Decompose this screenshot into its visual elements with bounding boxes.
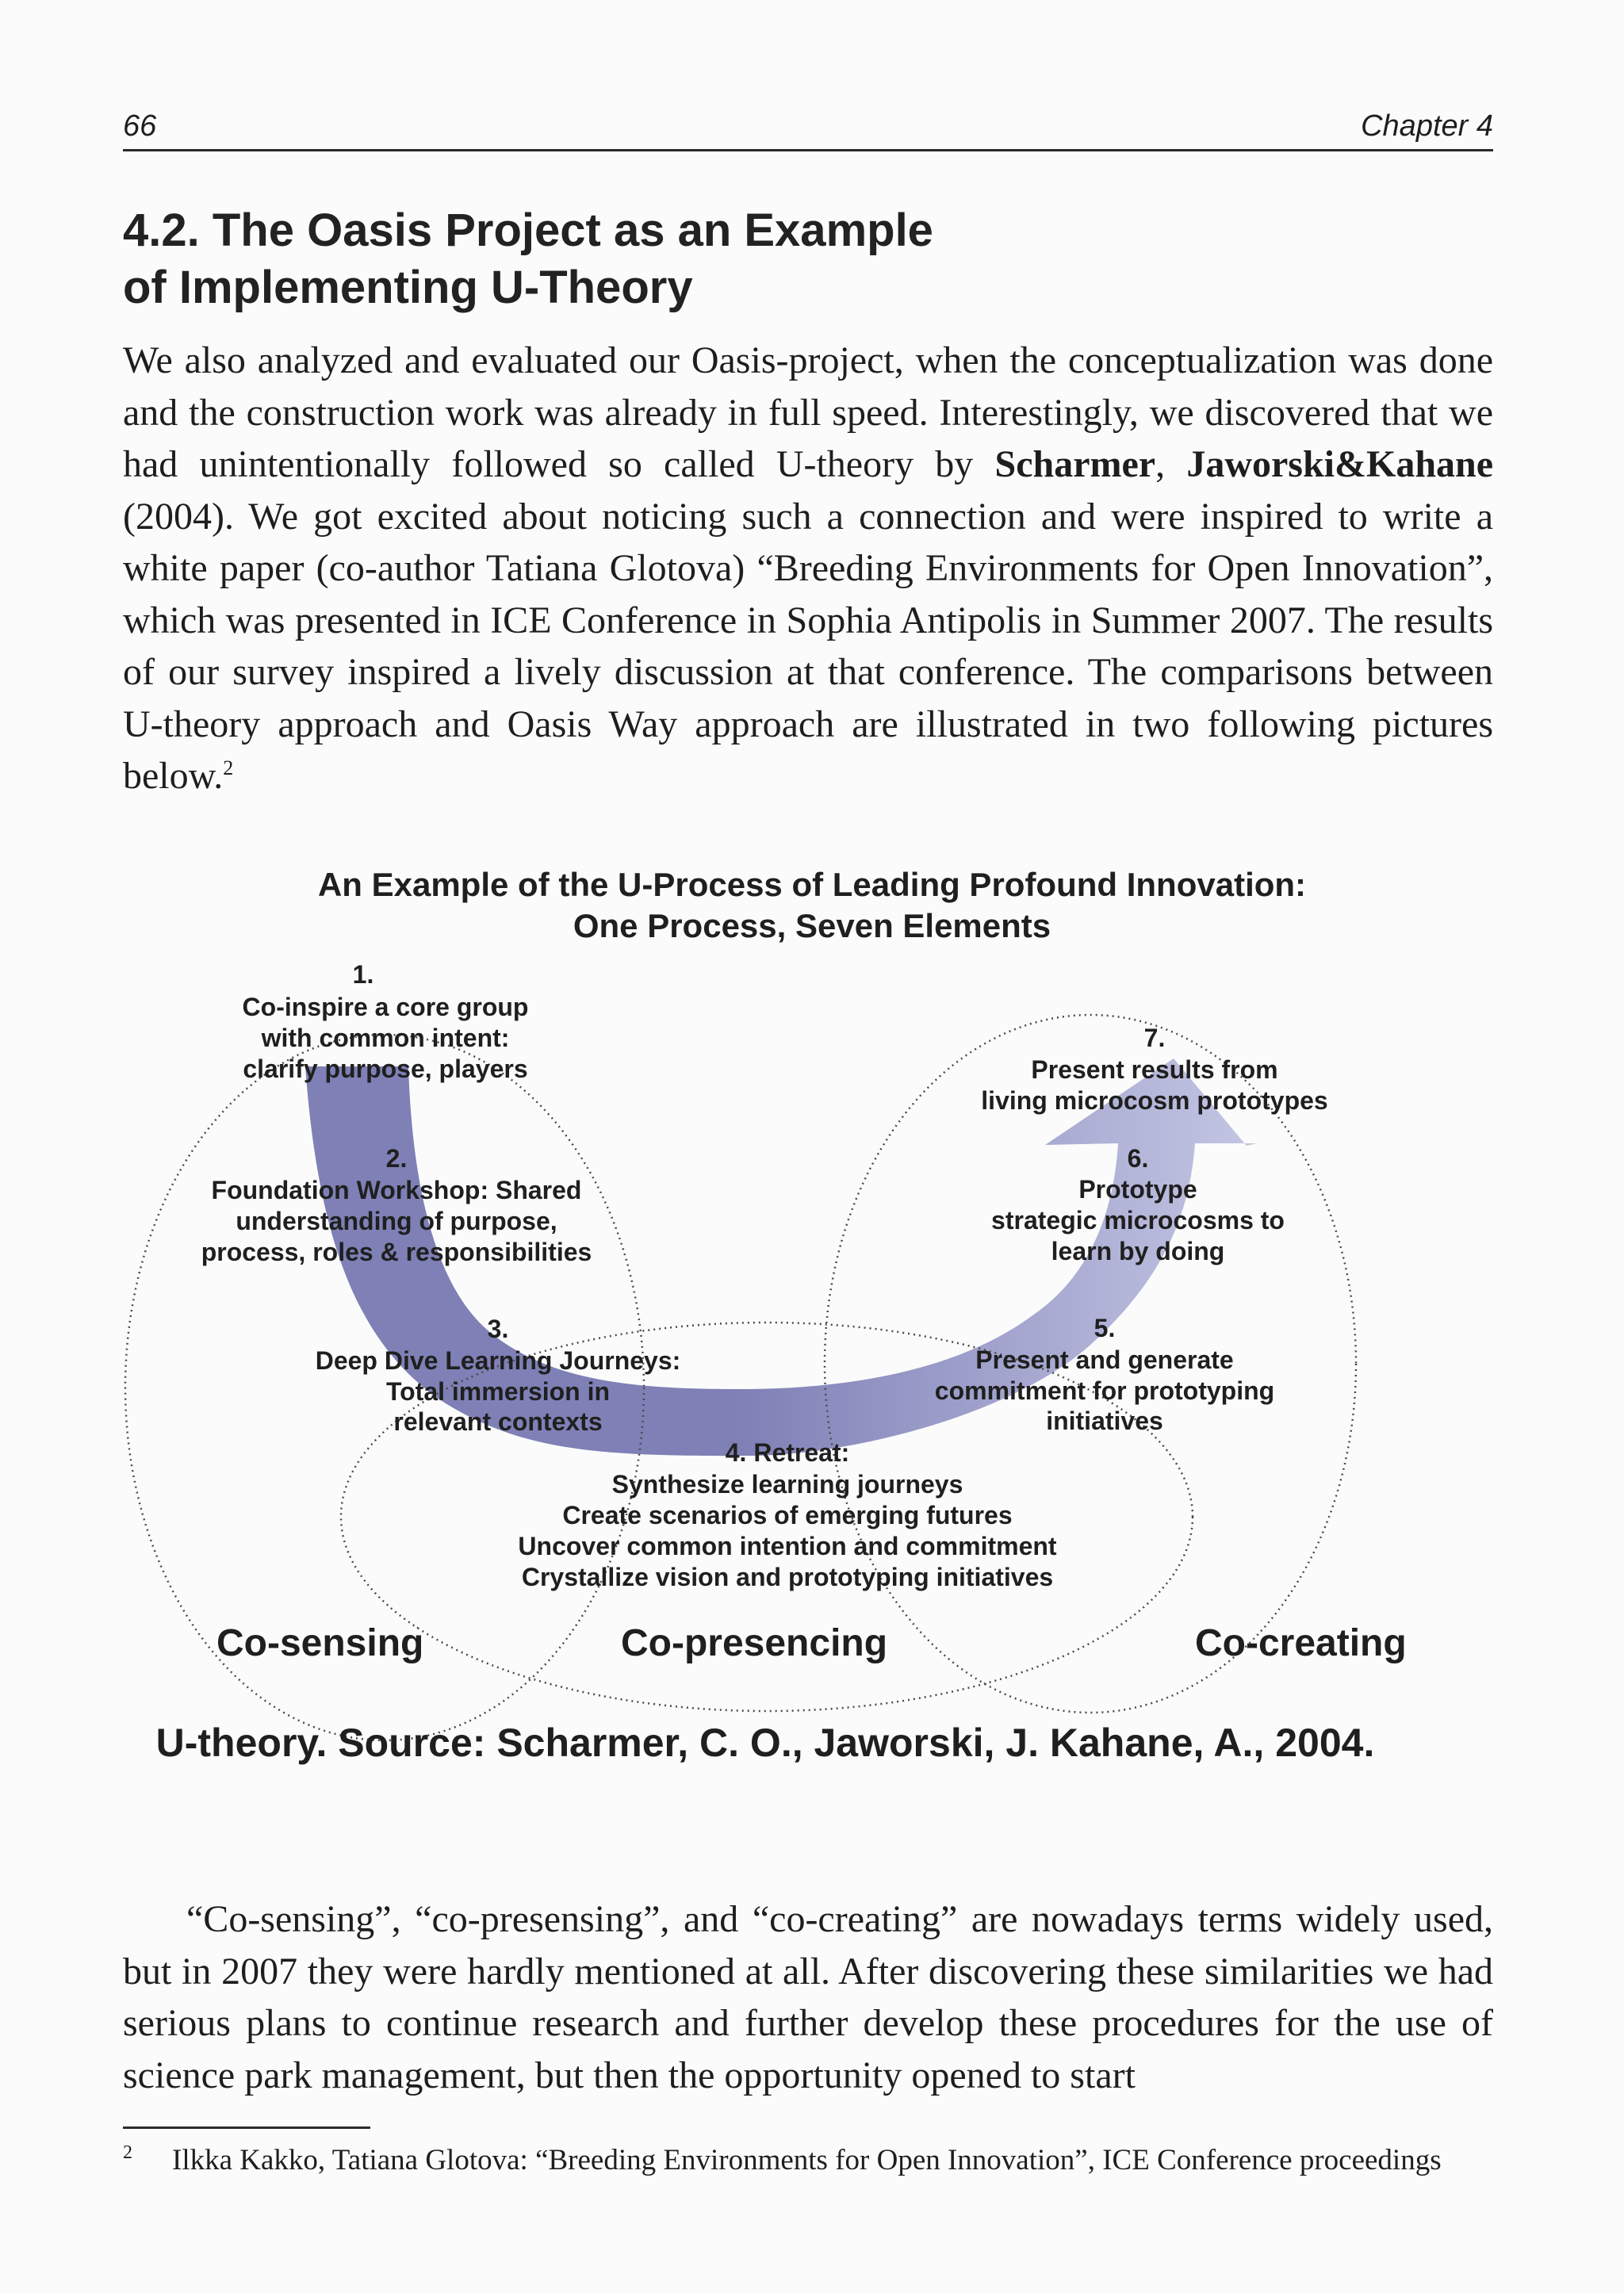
figure-title-line-1: An Example of the U-Process of Leading Profound Innovation:: [317, 866, 1307, 903]
step-6-line-2: strategic microcosms to: [991, 1206, 1285, 1235]
figure-title-line-2: One Process, Seven Elements: [573, 907, 1051, 944]
footnote-divider: [123, 2126, 370, 2129]
step-7: [981, 1024, 1327, 1115]
para1-text-a: We also analyzed and evaluated our Oasis-project, when the conceptualization was done and the construction work was already in full speed. Interestingly, we discovered that we had unintentionally followed so called U-theory by: [123, 339, 1493, 485]
step-1-line-1: Co-inspire a core group: [242, 993, 529, 1021]
step-4-line-1: Synthesize learning journeys: [611, 1470, 963, 1499]
body-paragraph-2: “Co-sensing”, “co-presensing”, and “co-creating” are nowadays terms widely used, but in 2007 they were hardly mentioned at all. After discovering these similarities we had serious plans to continue research and further develop these procedures for the use of science park management, but then the opportunity opened to start: [123, 1898, 1493, 2096]
para1-author-jaworski-kahane: Jaworski&Kahane: [1186, 443, 1494, 485]
section-title: [123, 202, 1233, 316]
step-1-line-3: clarify purpose, players: [243, 1055, 528, 1083]
step-4-number: 4. Retreat:: [725, 1438, 850, 1467]
step-5-line-3: initiatives: [1046, 1407, 1163, 1435]
para1-text-b: (2004). We got excited about noticing such a connection and were inspired to write a white paper (co-author Tatiana Glotova) “Breeding Environments for Open Innovation”, which was presented in ICE Conference in Sophia Antipolis in Summer 2007. The results of our survey inspired a lively discussion at that conference. The comparisons between U-theory approach and Oasis Way approach are illustrated in two following pictures below.: [123, 495, 1493, 797]
running-head: [123, 103, 1493, 151]
step-5-line-2: commitment for prototyping: [934, 1376, 1275, 1405]
step-1: [243, 960, 529, 1083]
section-title-line-2: of Implementing U-Theory: [123, 262, 693, 313]
step-7-line-1: Present results from: [1031, 1055, 1278, 1084]
co-presencing-label: Co-presencing: [621, 1622, 888, 1664]
co-creating-label: Co-creating: [1195, 1622, 1407, 1664]
page-number: 66: [123, 109, 157, 143]
co-sensing-label: Co-sensing: [216, 1622, 424, 1664]
u-process-diagram: [123, 817, 1501, 1832]
step-7-number: 7.: [1143, 1024, 1166, 1052]
step-3-number: 3.: [487, 1315, 509, 1343]
step-5-number: 5.: [1094, 1314, 1116, 1342]
step-2-line-2: understanding of purpose,: [236, 1207, 557, 1235]
step-6-line-3: learn by doing: [1051, 1237, 1225, 1265]
step-1-line-2: with common intent:: [261, 1024, 510, 1052]
section-title-line-1: 4.2. The Oasis Project as an Example: [123, 205, 933, 256]
chapter-label: Chapter 4: [1361, 109, 1493, 143]
step-4-line-4: Crystallize vision and prototyping initiatives: [521, 1563, 1054, 1591]
figure-caption: U-theory. Source: Scharmer, C. O., Jaworski, J. Kahane, A., 2004.: [155, 1721, 1375, 1765]
step-7-line-2: living microcosm prototypes: [981, 1086, 1328, 1115]
step-1-number: 1.: [352, 960, 374, 989]
step-3-line-1: Deep Dive Learning Journeys:: [315, 1346, 681, 1375]
step-4: [518, 1438, 1057, 1591]
step-6-number: 6.: [1127, 1144, 1149, 1173]
step-3-line-2: Total immersion in: [385, 1377, 611, 1406]
footnote-mark: 2: [123, 2142, 132, 2163]
step-2-number: 2.: [385, 1144, 408, 1173]
footnote-reference[interactable]: 2: [223, 756, 234, 779]
step-3-line-3: relevant contexts: [393, 1407, 603, 1436]
para1-comma: ,: [1155, 443, 1187, 485]
step-2-line-1: Foundation Workshop: Shared: [211, 1176, 582, 1204]
body-paragraph-1: [123, 335, 1493, 802]
footnote: [123, 2141, 1503, 2180]
step-5-line-1: Present and generate: [975, 1346, 1234, 1374]
para1-author-scharmer: Scharmer: [994, 443, 1156, 485]
step-4-line-2: Create scenarios of emerging futures: [562, 1501, 1013, 1529]
step-2-line-3: process, roles & responsibilities: [201, 1238, 592, 1266]
footnote-text: Ilkka Kakko, Tatiana Glotova: “Breeding Environments for Open Innovation”, ICE Conference proceedings: [172, 2144, 1442, 2176]
u-theory-figure: [123, 817, 1501, 1832]
step-6-line-1: Prototype: [1078, 1175, 1197, 1204]
step-4-line-3: Uncover common intention and commitment: [518, 1532, 1057, 1560]
